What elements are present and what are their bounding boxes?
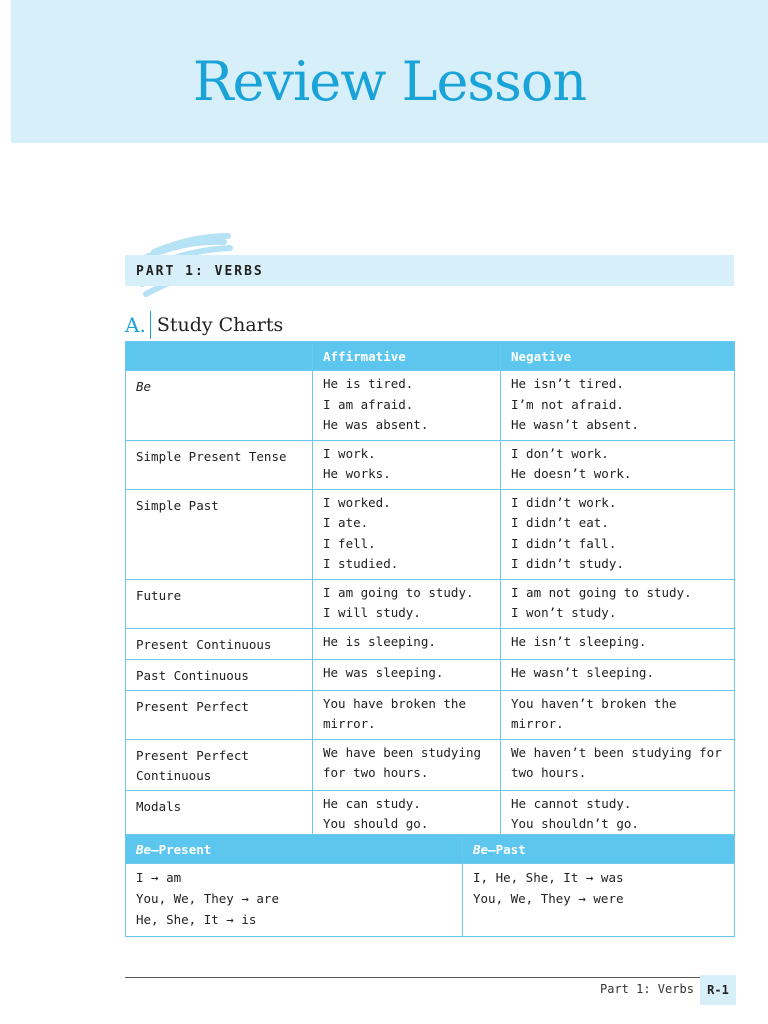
affirmative-example: He was sleeping. bbox=[323, 664, 444, 680]
header-verb: Be bbox=[473, 842, 489, 857]
negative-cell bbox=[501, 489, 735, 579]
negative-example: He doesn’t work. bbox=[511, 466, 632, 481]
negative-cell bbox=[501, 690, 735, 739]
tense-name: Present Perfect Continuous bbox=[126, 739, 313, 790]
negative-example: You haven’t broken the mirror. bbox=[511, 695, 677, 731]
affirmative-example: He can study. bbox=[323, 795, 421, 811]
be-form-line: He, She, It → is bbox=[136, 912, 257, 927]
affirmative-example: We have been studying for two hours. bbox=[323, 744, 482, 780]
part-heading: PART 1: VERBS bbox=[136, 264, 264, 279]
negative-cell bbox=[501, 579, 735, 628]
negative-cell bbox=[501, 659, 735, 690]
table-row bbox=[126, 489, 735, 579]
tense-name: Past Continuous bbox=[126, 659, 313, 690]
title-banner bbox=[11, 0, 768, 143]
table-row bbox=[126, 864, 735, 937]
verb-tenses-table bbox=[125, 341, 735, 848]
affirmative-example: He was absent. bbox=[323, 417, 429, 432]
affirmative-example: I fell. bbox=[323, 535, 376, 551]
negative-example: I didn’t work. bbox=[511, 494, 617, 510]
affirmative-cell bbox=[313, 659, 501, 690]
negative-example: We haven’t been studying for two hours. bbox=[511, 744, 722, 780]
tense-name: Present Perfect bbox=[126, 690, 313, 739]
be-form-line: I → am bbox=[136, 870, 182, 885]
negative-example: You shouldn’t go. bbox=[511, 816, 639, 831]
negative-example: I am not going to study. bbox=[511, 584, 692, 600]
affirmative-example: I studied. bbox=[323, 556, 399, 571]
affirmative-example: I ate. bbox=[323, 515, 369, 530]
negative-cell bbox=[501, 628, 735, 659]
negative-example: He isn’t sleeping. bbox=[511, 633, 647, 649]
tense-name: Future bbox=[126, 579, 313, 628]
table-row bbox=[126, 659, 735, 690]
affirmative-example: I am going to study. bbox=[323, 584, 474, 600]
affirmative-cell bbox=[313, 371, 501, 441]
negative-example: I’m not afraid. bbox=[511, 396, 624, 412]
header-blank bbox=[126, 342, 313, 371]
affirmative-example: You should go. bbox=[323, 816, 429, 831]
affirmative-example: You have broken the mirror. bbox=[323, 695, 466, 731]
page-title: Review Lesson bbox=[192, 50, 587, 113]
header-be-past bbox=[463, 835, 735, 864]
affirmative-cell bbox=[313, 690, 501, 739]
negative-example: He wasn’t absent. bbox=[511, 417, 639, 432]
negative-example: He cannot study. bbox=[511, 795, 632, 811]
negative-example: He isn’t tired. bbox=[511, 376, 624, 391]
table-row bbox=[126, 690, 735, 739]
header-rest: —Past bbox=[488, 842, 526, 857]
affirmative-example: He is tired. bbox=[323, 376, 414, 391]
table-row bbox=[126, 440, 735, 489]
page-number: R-1 bbox=[700, 975, 736, 1005]
affirmative-example: He works. bbox=[323, 466, 391, 481]
header-affirmative: Affirmative bbox=[313, 342, 501, 371]
negative-example: I didn’t fall. bbox=[511, 535, 617, 551]
table-header-row bbox=[126, 342, 735, 371]
header-rest: —Present bbox=[151, 842, 212, 857]
affirmative-cell bbox=[313, 739, 501, 790]
section-title: Study Charts bbox=[156, 314, 284, 336]
tense-name: Simple Present Tense bbox=[126, 440, 313, 489]
be-forms-table bbox=[125, 834, 735, 937]
section-letter: A. bbox=[125, 313, 146, 337]
section-divider bbox=[150, 311, 151, 339]
table-row bbox=[126, 579, 735, 628]
be-present-cell bbox=[126, 864, 463, 937]
tense-name: Simple Past bbox=[126, 489, 313, 579]
affirmative-example: He is sleeping. bbox=[323, 633, 436, 649]
affirmative-example: I am afraid. bbox=[323, 396, 414, 412]
negative-example: He wasn’t sleeping. bbox=[511, 664, 654, 680]
footer-section: Part 1: Verbs bbox=[600, 982, 694, 996]
part-heading-bar bbox=[125, 255, 734, 286]
header-verb: Be bbox=[136, 842, 152, 857]
be-form-line: I, He, She, It → was bbox=[473, 870, 624, 885]
affirmative-example: I work. bbox=[323, 445, 376, 461]
negative-example: I don’t work. bbox=[511, 445, 609, 461]
affirmative-example: I worked. bbox=[323, 494, 391, 510]
table-row bbox=[126, 371, 735, 441]
tense-name: Present Continuous bbox=[126, 628, 313, 659]
table-row bbox=[126, 628, 735, 659]
affirmative-example: I will study. bbox=[323, 605, 421, 620]
table-header-row bbox=[126, 835, 735, 864]
affirmative-cell bbox=[313, 440, 501, 489]
negative-example: I didn’t eat. bbox=[511, 515, 609, 530]
header-be-present bbox=[126, 835, 463, 864]
section-heading bbox=[125, 310, 283, 340]
negative-cell bbox=[501, 739, 735, 790]
negative-cell bbox=[501, 371, 735, 441]
be-form-line: You, We, They → were bbox=[473, 891, 624, 906]
tense-name: Be bbox=[126, 371, 313, 441]
affirmative-cell bbox=[313, 579, 501, 628]
be-past-cell bbox=[463, 864, 735, 937]
table-row bbox=[126, 739, 735, 790]
footer-rule bbox=[125, 977, 734, 978]
be-form-line: You, We, They → are bbox=[136, 891, 279, 906]
affirmative-cell bbox=[313, 628, 501, 659]
negative-example: I didn’t study. bbox=[511, 556, 624, 571]
negative-example: I won’t study. bbox=[511, 605, 617, 620]
negative-cell bbox=[501, 440, 735, 489]
header-negative: Negative bbox=[501, 342, 735, 371]
tense-name: Modals bbox=[126, 790, 313, 847]
affirmative-cell bbox=[313, 489, 501, 579]
